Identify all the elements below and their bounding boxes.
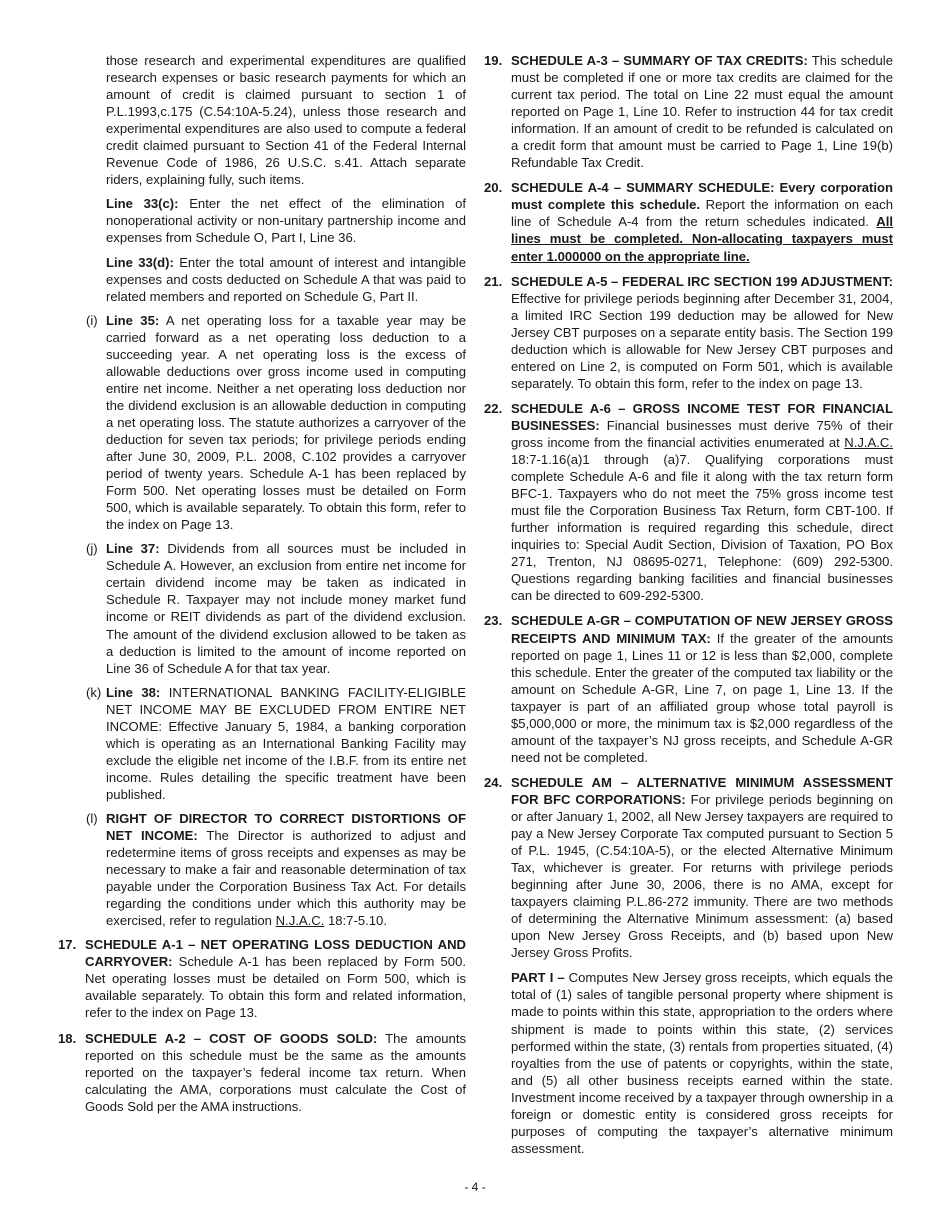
- section-24-number: 24.: [484, 774, 503, 790]
- item-k-text: INTERNATIONAL BANKING FACILITY-ELIGIBLE NET INCOME MAY BE EXCLUDED FROM ENTIRE NET INCOME: Effective January 5, 1984, a banking corporation which is operating as an International Banking Facility may exclude the eligible net income of the I.B.F. from its entire net income. Rules detailing the specific treatment have been published.: [106, 684, 467, 802]
- page-number: - 4 -: [464, 1180, 486, 1194]
- section-22-text-a: Financial businesses must derive 75% of their gross income from the financial activities enumerated at: [511, 417, 893, 450]
- section-22: [484, 400, 893, 605]
- section-22-regulation-ref: N.J.A.C.: [844, 434, 893, 450]
- part-1-label: PART I –: [511, 970, 565, 986]
- right-column: [484, 52, 893, 1164]
- section-21-heading: SCHEDULE A-5 – FEDERAL IRC SECTION 199 ADJUSTMENT:: [511, 273, 893, 289]
- section-21-text: Effective for privilege periods beginning after December 31, 2004, a limited IRC Section 199 deduction may be allowed for New Jersey CBT purposes on a separate entity basis. The Section 199 deduction which is allowable for New Jersey CBT purposes and entered on Line 2, is computed on Form 501, which is available separately. To obtain this form, refer to the index on page 13.: [511, 290, 893, 391]
- section-17: [58, 936, 466, 1021]
- section-22-heading: SCHEDULE A-6 – GROSS INCOME TEST FOR FINANCIAL BUSINESSES:: [511, 400, 893, 433]
- section-19: [484, 52, 893, 171]
- part-1-text: Computes New Jersey gross receipts, which equals the total of (1) sales of tangible personal property where shipment is made to points within this state, appropriation to the orders where shipment is made to points within this state, (2) services performed within the state, (3) rentals from properties situated, (4) royalties from the use of patents or copyrights, within the state, and (5) all other business receipts earned within the state. Investment income received by a taxpayer through ownership in a foreign or domestic entity is considered gross receipts for purposes of computing the taxpayer’s alternative minimum assessment.: [511, 970, 894, 1156]
- section-18-text: The amounts reported on this schedule must be the same as the amounts reported on the taxpayer’s federal income tax return. When calculating the AMA, corporations must calculate the Cost of Goods Sold per the AMA instructions.: [85, 1030, 467, 1114]
- item-k-line-38: [58, 684, 466, 803]
- section-21: [484, 273, 893, 392]
- part-1-paragraph: [484, 969, 893, 1157]
- section-21-number: 21.: [484, 273, 503, 289]
- item-k-marker: (k): [86, 684, 102, 700]
- section-22-text-b: 18:7-1.16(a)1 through (a)7. Qualifying corporations must complete Schedule A-6 and file it along with the tax return form BFC-1. Taxpayers who do not meet the 75% gross income test must file the Corporation Business Tax Return, form CBT-100. If further information is required regarding this schedule, direct inquiries to: Special Audit Section, Division of Taxation, PO Box 271, Trenton, NJ 08695-0271, Telephone: (609) 292-5300. Questions regarding banking facilities and financial businesses can be directed to 609-292-5300.: [511, 452, 893, 604]
- section-19-heading: SCHEDULE A-3 – SUMMARY OF TAX CREDITS:: [511, 53, 808, 68]
- item-l-director-correction: [58, 810, 466, 929]
- section-17-heading: SCHEDULE A-1 – NET OPERATING LOSS DEDUCTION AND CARRYOVER:: [85, 937, 466, 970]
- line-33c-paragraph: [58, 195, 466, 246]
- item-j-text: Dividends from all sources must be included in Schedule A. However, an exclusion from entire net income for certain dividend income may be taken as indicated in Schedule R. Taxpayer may not include money market fund income or REIT dividends as part of the dividend exclusion. The amount of the dividend exclusion allowed to be taken as a deduction is limited to the amount of income reported on Line 36 of Schedule A for that tax year.: [106, 541, 466, 676]
- section-20-requirement: Every corporation must complete this schedule.: [511, 180, 894, 213]
- item-i-text: A net operating loss for a taxable year may be carried forward as a net operating loss deduction to a succeeding year. A net operating loss is the excess of allowable deductions over gross income used in computing entire net income. Neither a net operating loss deduction nor the dividend exclusion is an allowable deduction in computing a net operating loss. The statute authorizes a carryover of the deduction for seven tax periods; for privilege periods ending after June 30, 2009, P.L. 2008, C.102 provides a carryover period of twenty years. Schedule A-1 has been replaced by Form 500. Net operating losses must be detailed on Form 500, which is available separately. To obtain this form, refer to the index on Page 13.: [106, 312, 466, 533]
- research-expenditures-paragraph: those research and experimental expenditures are qualified research expenses or basic research payments for which an amount of credit is claimed pursuant to section 1 of P.L.1993,c.175 (C.54:10A-5.24), unless those research and experimental expenditures are also used to compute a federal credit claimed pursuant to Section 41 of the Federal Internal Revenue Code of 1986, 26 U.S.C. s.41. Attach separate riders, explaining fully, such items.: [106, 53, 466, 188]
- section-24-heading: SCHEDULE AM – ALTERNATIVE MINIMUM ASSESSMENT FOR BFC CORPORATIONS:: [511, 774, 893, 807]
- section-20-number: 20.: [484, 180, 503, 196]
- line-33d-text: Enter the total amount of interest and intangible expenses and costs deducted on Schedule A that was paid to related members and reported on Schedule G, Part II.: [106, 254, 467, 304]
- section-19-text: This schedule must be completed if one or more tax credits are claimed for the current tax period. The total on Line 22 must equal the amount reported on Page 1, Line 10. Refer to instruction 44 for tax credit information. If an amount of credit to be refunded is calculated on a credit form that amount must be carried to Page 1, Line 19(b) Refundable Tax Credit.: [511, 53, 893, 171]
- section-23-heading: SCHEDULE A-GR – COMPUTATION OF NEW JERSEY GROSS RECEIPTS AND MINIMUM TAX:: [511, 613, 893, 646]
- section-18: [58, 1030, 466, 1115]
- section-20-heading: SCHEDULE A-4 – SUMMARY SCHEDULE:: [511, 180, 775, 196]
- section-24-text: For privilege periods beginning on or after January 1, 2002, all New Jersey taxpayers are required to pay a New Jersey Corporate Tax computed pursuant to Section 5 of P.L. 1945, (C.54:10A-5), or the elected Alternative Minimum Tax, whichever is greater. For returns with privilege periods beginning after June 30, 2006, there is no AMA, except for taxpayers claiming P.L.86-272 immunity. There are two methods of determining the Alternative Minimum assessment: (a) based upon New Jersey Gross Receipts, and (b) based upon New Jersey Gross Profits.: [511, 791, 893, 961]
- section-17-number: 17.: [58, 937, 77, 953]
- item-j-line-37: [58, 540, 466, 676]
- section-23-text: If the greater of the amounts reported on page 1, Lines 11 or 12 is less than $2,000, complete this schedule. Enter the greater of the computed tax liability or the amount on Schedule A-GR, Line 7, on page 1, Line 13. If the taxpayer is part of an affiliated group whose total payroll is $5,000,000 or more, the minimum tax is $2,000 regardless of the amount of the taxpayer’s NJ gross receipts, and Schedule A-GR need not be completed.: [511, 630, 893, 765]
- section-20-text: Report the information on each line of Schedule A-4 from the return schedules indicated.: [511, 197, 893, 230]
- item-i-line-35: [58, 312, 466, 534]
- line-33d-label: Line 33(d):: [106, 254, 174, 270]
- section-17-text: Schedule A-1 has been replaced by Form 500. Net operating losses must be detailed on Form 500, which is available separately. To obtain this form and related information, refer to the index on Page 13.: [85, 954, 466, 1021]
- section-24: [484, 774, 893, 962]
- line-33c-label: Line 33(c):: [106, 196, 179, 212]
- section-23: [484, 612, 893, 765]
- section-22-number: 22.: [484, 400, 503, 416]
- item-i-marker: (i): [86, 312, 98, 328]
- item-j-marker: (j): [86, 541, 98, 557]
- section-19-number: 19.: [484, 53, 503, 68]
- section-20: [484, 179, 893, 264]
- item-j-label: Line 37:: [106, 541, 160, 557]
- section-18-number: 18.: [58, 1030, 77, 1046]
- item-l-label: RIGHT OF DIRECTOR TO CORRECT DISTORTIONS OF NET INCOME:: [106, 810, 466, 844]
- line-33c-text: Enter the net effect of the elimination of nonoperational activity or non-unitary partnership income and expenses from Schedule O, Part I, Line 36.: [106, 196, 466, 246]
- item-l-regulation-ref: N.J.A.C.: [275, 913, 325, 929]
- item-i-label: Line 35:: [106, 312, 160, 328]
- item-k-label: Line 38:: [106, 684, 161, 700]
- line-33d-paragraph: [58, 254, 466, 305]
- left-column: [58, 52, 466, 1123]
- section-18-heading: SCHEDULE A-2 – COST OF GOODS SOLD:: [85, 1030, 378, 1046]
- item-l-text: The Director is authorized to adjust and redetermine items of gross receipts and expenses as may be necessary to make a fair and reasonable determination of tax payable under the Corporation Business Tax Act. For details regarding the conditions under which this authority may be exercised, refer to regulation: [106, 828, 466, 929]
- section-23-number: 23.: [484, 613, 503, 629]
- section-20-emphasis: All lines must be completed. Non-allocating taxpayers must enter 1.000000 on the appropriate line.: [511, 214, 894, 264]
- item-l-marker: (l): [86, 810, 98, 826]
- item-l-regulation-tail: 18:7-5.10.: [327, 913, 387, 929]
